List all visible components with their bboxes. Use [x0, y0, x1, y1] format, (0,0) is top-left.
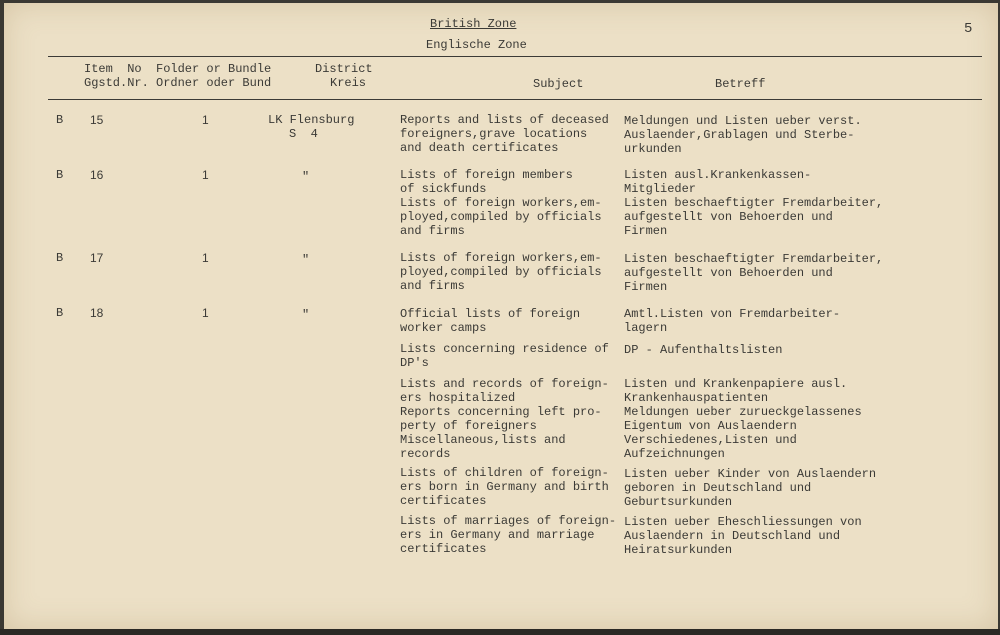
col-subject-header: Subject: [533, 77, 584, 91]
col-item-header-line1: Item No: [84, 62, 142, 76]
top-rule: [48, 56, 982, 57]
page-edge: [0, 629, 1000, 635]
col-district-header-line2: Kreis: [330, 76, 367, 90]
zone-subtitle: Englische Zone: [426, 38, 527, 52]
col-district-header-line1: District: [315, 62, 373, 76]
row-prefix: B: [56, 306, 64, 320]
district-code: S 4: [289, 127, 318, 141]
item-number: 18: [90, 306, 104, 320]
betreff-text: DP - Aufenthaltslisten: [624, 343, 783, 357]
betreff-text: Amtl.Listen von Fremdarbeiter- lagern: [624, 307, 841, 335]
folder-number: 1: [202, 168, 209, 182]
row-prefix: B: [56, 168, 64, 182]
document-page: [4, 3, 998, 629]
subject-text: Reports and lists of deceased foreigners,grave locations and death certificates: [400, 113, 609, 155]
district-ditto: ": [302, 170, 310, 184]
betreff-text: Listen ausl.Krankenkassen- Mitglieder Listen beschaeftigter Fremdarbeiter, aufgestellt von Behoerden und Firmen: [624, 168, 884, 238]
subject-text: Official lists of foreign worker camps: [400, 307, 581, 335]
subject-text: Lists and records of foreign- ers hospitalized Reports concerning left pro- perty of foreigners Miscellaneous,lists and records: [400, 377, 609, 461]
item-number: 16: [90, 168, 104, 182]
subject-text: Lists of marriages of foreign- ers in Germany and marriage certificates: [400, 514, 617, 556]
district-ditto: ": [302, 308, 310, 322]
subject-text: Lists of children of foreign- ers born in Germany and birth certificates: [400, 466, 609, 508]
betreff-text: Listen und Krankenpapiere ausl. Krankenhauspatienten Meldungen ueber zurueckgelassenes Eigentum von Auslaendern Verschiedenes,Listen und Aufzeichnungen: [624, 377, 862, 461]
col-folder-header-line2: Ordner oder Bund: [156, 76, 272, 90]
row-prefix: B: [56, 113, 64, 127]
page-number: 5: [964, 21, 973, 37]
header-rule: [48, 99, 982, 100]
zone-title: British Zone: [430, 17, 517, 31]
district: LK Flensburg: [268, 113, 355, 127]
folder-number: 1: [202, 113, 209, 127]
col-folder-header-line1: Folder or Bundle: [156, 62, 272, 76]
subject-text: Lists of foreign workers,em- ployed,compiled by officials and firms: [400, 251, 602, 293]
row-prefix: B: [56, 251, 64, 265]
betreff-text: Meldungen und Listen ueber verst. Auslaender,Grablagen und Sterbe- urkunden: [624, 114, 862, 156]
col-betreff-header: Betreff: [715, 77, 766, 91]
col-item-header-line2: Ggstd.Nr.: [84, 76, 149, 90]
subject-text: Lists of foreign members of sickfunds Lists of foreign workers,em- ployed,compiled by officials and firms: [400, 168, 602, 238]
district-ditto: ": [302, 253, 310, 267]
item-number: 17: [90, 251, 104, 265]
subject-text: Lists concerning residence of DP's: [400, 342, 609, 370]
betreff-text: Listen ueber Kinder von Auslaendern geboren in Deutschland und Geburtsurkunden: [624, 467, 877, 509]
folder-number: 1: [202, 306, 209, 320]
betreff-text: Listen beschaeftigter Fremdarbeiter, aufgestellt von Behoerden und Firmen: [624, 252, 884, 294]
betreff-text: Listen ueber Eheschliessungen von Auslaendern in Deutschland und Heiratsurkunden: [624, 515, 862, 557]
folder-number: 1: [202, 251, 209, 265]
item-number: 15: [90, 113, 104, 127]
